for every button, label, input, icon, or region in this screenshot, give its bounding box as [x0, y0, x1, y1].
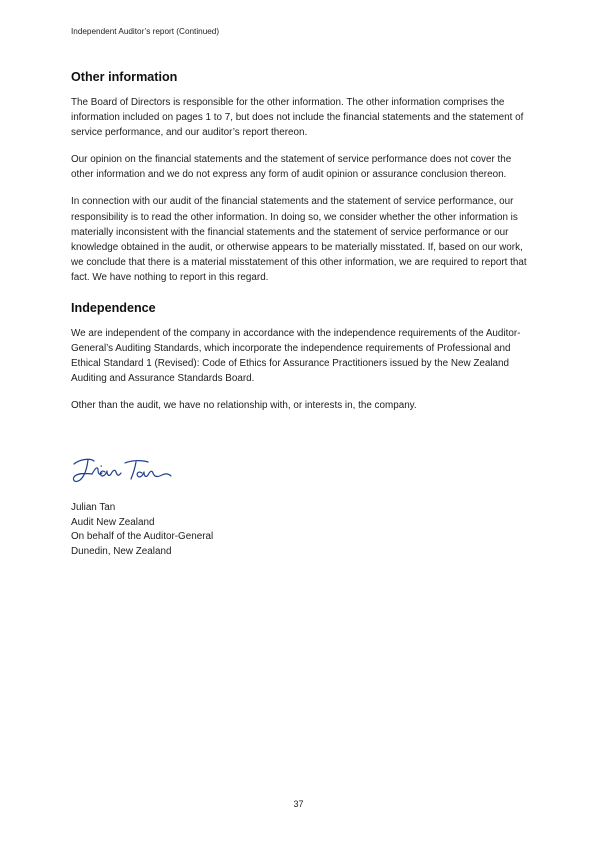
- other-information-paragraph-2: Our opinion on the financial statements and the statement of service performance does not cover the other information and we do not express any form of audit opinion or assurance conclusion thereon.: [71, 154, 512, 181]
- page-number: 37: [293, 799, 304, 809]
- section-heading-independence: Independence: [71, 301, 156, 316]
- handwritten-signature: [70, 452, 180, 488]
- signatory-name: Julian Tan: [71, 502, 116, 513]
- other-information-paragraph-3: In connection with our audit of the financial statements and the statement of service performance, our responsibility is to read the other information. In doing so, we consider whether the other information is materially inconsistent with the financial statements and the statement of service performance or our knowledge obtained in the audit, or otherwise appears to be materially misstated. If, based on our work, we conclude that there is a material misstatement of this other information, we are required to report that fact. We have nothing to report in this regard.: [71, 196, 527, 283]
- signatory-location: Dunedin, New Zealand: [71, 545, 172, 557]
- running-header: Independent Auditor’s report (Continued): [71, 27, 220, 36]
- independence-paragraph-2: Other than the audit, we have no relationship with, or interests in, the company.: [71, 400, 417, 412]
- section-heading-other-information: Other information: [71, 70, 178, 84]
- signatory-organisation: Audit New Zealand: [71, 516, 155, 528]
- signatory-block: [71, 501, 213, 559]
- report-body: [71, 70, 531, 414]
- other-information-paragraph-1: The Board of Directors is responsible for the other information. The other information comprises the information included on pages 1 to 7, but does not include the financial statements and the statement of service performance, and our auditor’s report thereon.: [71, 97, 524, 139]
- independence-paragraph-1: We are independent of the company in accordance with the independence requirements of the Auditor-General’s Auditing Standards, which incorporate the independence requirements of Professional and Ethical Standard 1 (Revised): Code of Ethics for Assurance Practitioners issued by the New Zealand Auditing and Assurance Standards Board.: [71, 328, 521, 385]
- signatory-capacity: On behalf of the Auditor-General: [71, 531, 214, 543]
